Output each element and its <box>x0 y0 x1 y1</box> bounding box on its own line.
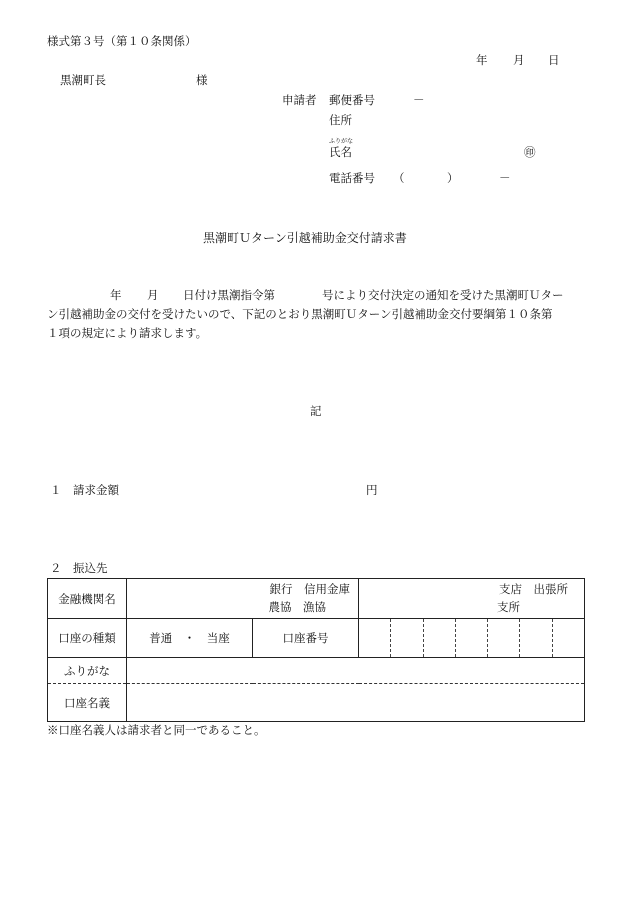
address-label: 住所 <box>329 113 352 127</box>
account-type-options[interactable]: 普通 ・ 当座 <box>127 619 253 658</box>
account-digit-cell[interactable] <box>487 619 519 657</box>
date-year: 年 <box>476 53 488 67</box>
account-digit-cell[interactable] <box>519 619 551 657</box>
phone-open-paren: （ <box>393 171 405 185</box>
request-amount-label: １ 請求金額 <box>50 483 119 497</box>
account-digit-cell[interactable] <box>359 619 390 657</box>
addressee-mayor: 黒潮町長 <box>60 73 106 87</box>
body-month: 月 <box>147 288 159 302</box>
branch-types-line1: 支店 出張所 <box>499 582 568 597</box>
bank-types-line2: 農協 漁協 <box>268 599 326 614</box>
bank-transfer-table <box>47 578 585 722</box>
bank-name-label: 金融機関名 <box>48 579 127 619</box>
account-digit-cell[interactable] <box>455 619 487 657</box>
branch-types-line2: 支所 <box>497 599 520 614</box>
name-furigana: ふりがな <box>329 138 354 145</box>
holder-furigana-field[interactable] <box>127 658 585 684</box>
account-holder-field[interactable] <box>127 684 585 722</box>
account-digit-cell[interactable] <box>423 619 455 657</box>
ki-heading: 記 <box>310 404 322 418</box>
name-label: 氏名 <box>329 145 352 159</box>
request-amount-yen: 円 <box>366 483 378 497</box>
date-month: 月 <box>513 53 525 67</box>
phone-dash: － <box>499 171 511 185</box>
body-line2: ン引越補助金の交付を受けたいので、下記のとおり黒潮町Ｕターン引越補助金交付要綱第１０条第 <box>47 307 553 321</box>
bank-name-field[interactable] <box>127 579 359 619</box>
document-title: 黒潮町Ｕターン引越補助金交付請求書 <box>203 231 407 245</box>
branch-name-field[interactable] <box>359 579 585 619</box>
applicant-label: 申請者 <box>282 93 317 107</box>
account-type-label: 口座の種類 <box>48 619 127 658</box>
seal-mark: ㊞ <box>524 145 536 159</box>
account-holder-label: 口座名義 <box>48 684 127 722</box>
bank-types-line1: 銀行 信用金庫 <box>269 582 350 597</box>
postal-code-dash: － <box>413 93 425 107</box>
phone-label: 電話番号 <box>329 171 375 185</box>
account-holder-note: ※口座名義人は請求者と同一であること。 <box>47 723 266 737</box>
form-number: 様式第３号（第１０条関係） <box>47 34 197 48</box>
body-date-ref: 日付け黒潮指令第 <box>183 288 275 302</box>
date-day: 日 <box>548 53 560 67</box>
transfer-destination-label: ２ 振込先 <box>50 561 108 575</box>
account-number-label: 口座番号 <box>253 619 359 658</box>
body-line3: １項の規定により請求します。 <box>47 326 208 340</box>
addressee-sama: 様 <box>196 73 208 87</box>
account-number-field[interactable] <box>359 619 585 658</box>
account-digit-cell[interactable] <box>552 619 584 657</box>
body-year: 年 <box>110 288 122 302</box>
phone-close-paren: ） <box>447 171 459 185</box>
postal-code-label: 郵便番号 <box>329 93 375 107</box>
account-digit-cell[interactable] <box>390 619 422 657</box>
body-line1-tail: 号により交付決定の通知を受けた黒潮町Ｕター <box>322 288 564 302</box>
furigana-label: ふりがな <box>48 658 127 684</box>
